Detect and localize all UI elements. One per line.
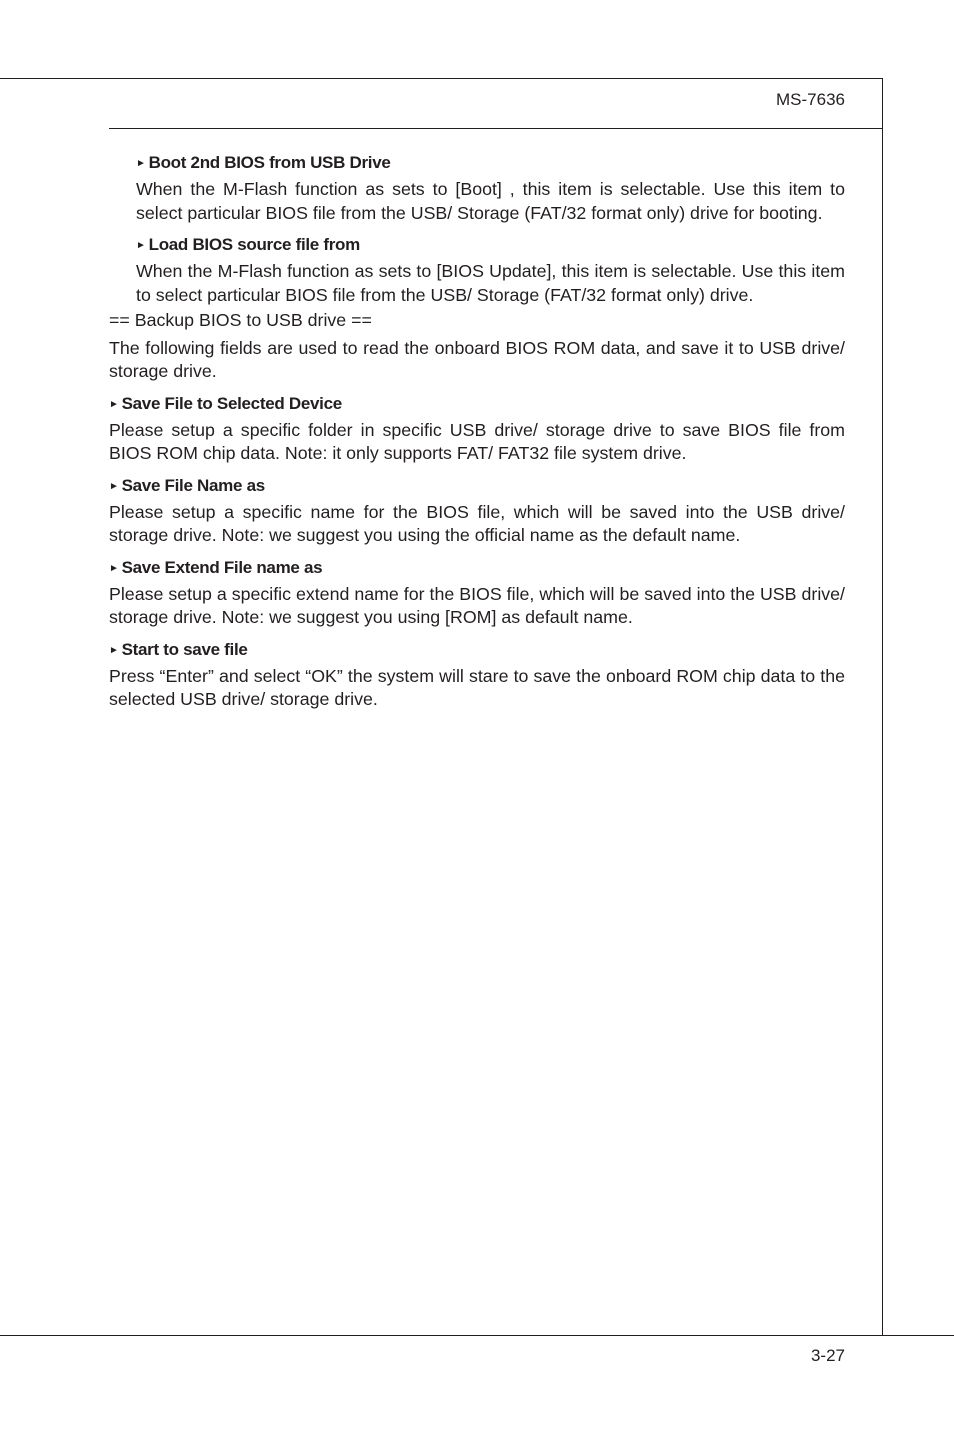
item-description: Press “Enter” and select “OK” the system will stare to save the onboard ROM chip data to the selected USB drive/ storage drive. [109, 665, 845, 709]
item-description: When the M-Flash function as sets to [Boot] , this item is selectable. Use this item to select particular BIOS file from the USB/ Storage (FAT/32 format only) drive for booting. [136, 179, 845, 223]
triangle-right-icon: ► [109, 562, 119, 574]
item-description: Please setup a specific extend name for the BIOS file, which will be saved into the USB drive/ storage drive. Note: we suggest you using [ROM] as default name. [109, 583, 845, 627]
triangle-right-icon: ► [136, 158, 146, 169]
item-boot-2nd-bios [136, 152, 845, 225]
item-title [109, 557, 845, 580]
item-description: Please setup a specific folder in specific USB drive/ storage drive to save BIOS file from BIOS ROM chip data. Note: it only supports FAT/ FAT32 file system drive. [109, 419, 845, 463]
triangle-right-icon: ► [109, 644, 119, 656]
item-title-text: Save File to Selected Device [121, 393, 342, 413]
triangle-right-icon: ► [109, 398, 119, 410]
item-load-bios-source [136, 234, 845, 307]
item-title [109, 475, 845, 498]
backup-intro: The following fields are used to read the onboard BIOS ROM data, and save it to USB drive/ storage drive. [109, 337, 845, 381]
item-save-file-to-device [109, 393, 845, 466]
backup-section [109, 309, 845, 384]
triangle-right-icon: ► [109, 480, 119, 492]
item-start-to-save [109, 639, 845, 712]
item-title-text: Start to save file [121, 639, 248, 659]
item-title [136, 152, 845, 175]
top-rule [0, 78, 883, 79]
item-description: When the M-Flash function as sets to [BIOS Update], this item is selectable. Use this item to select particular BIOS file from the USB/ Storage (FAT/32 format only) drive. [136, 261, 845, 305]
item-save-extend-file-name [109, 557, 845, 630]
item-title [109, 639, 845, 662]
page-content [109, 152, 845, 721]
backup-heading: == Backup BIOS to USB drive == [109, 310, 372, 330]
item-description: Please setup a specific name for the BIOS file, which will be saved into the USB drive/ storage drive. Note: we suggest you using the official name as the default name. [109, 501, 845, 545]
side-rule [882, 78, 883, 1336]
item-save-file-name [109, 475, 845, 548]
page-number: 3-27 [810, 1346, 845, 1365]
header-rule [109, 128, 883, 129]
item-title-text: Boot 2nd BIOS from USB Drive [148, 153, 391, 172]
bottom-rule [0, 1335, 954, 1336]
item-title [109, 393, 845, 416]
item-title [136, 234, 845, 257]
item-title-text: Save Extend File name as [121, 557, 323, 577]
item-title-text: Save File Name as [121, 475, 265, 495]
model-label: MS-7636 [776, 90, 845, 109]
item-title-text: Load BIOS source file from [148, 235, 360, 254]
triangle-right-icon: ► [136, 240, 146, 251]
